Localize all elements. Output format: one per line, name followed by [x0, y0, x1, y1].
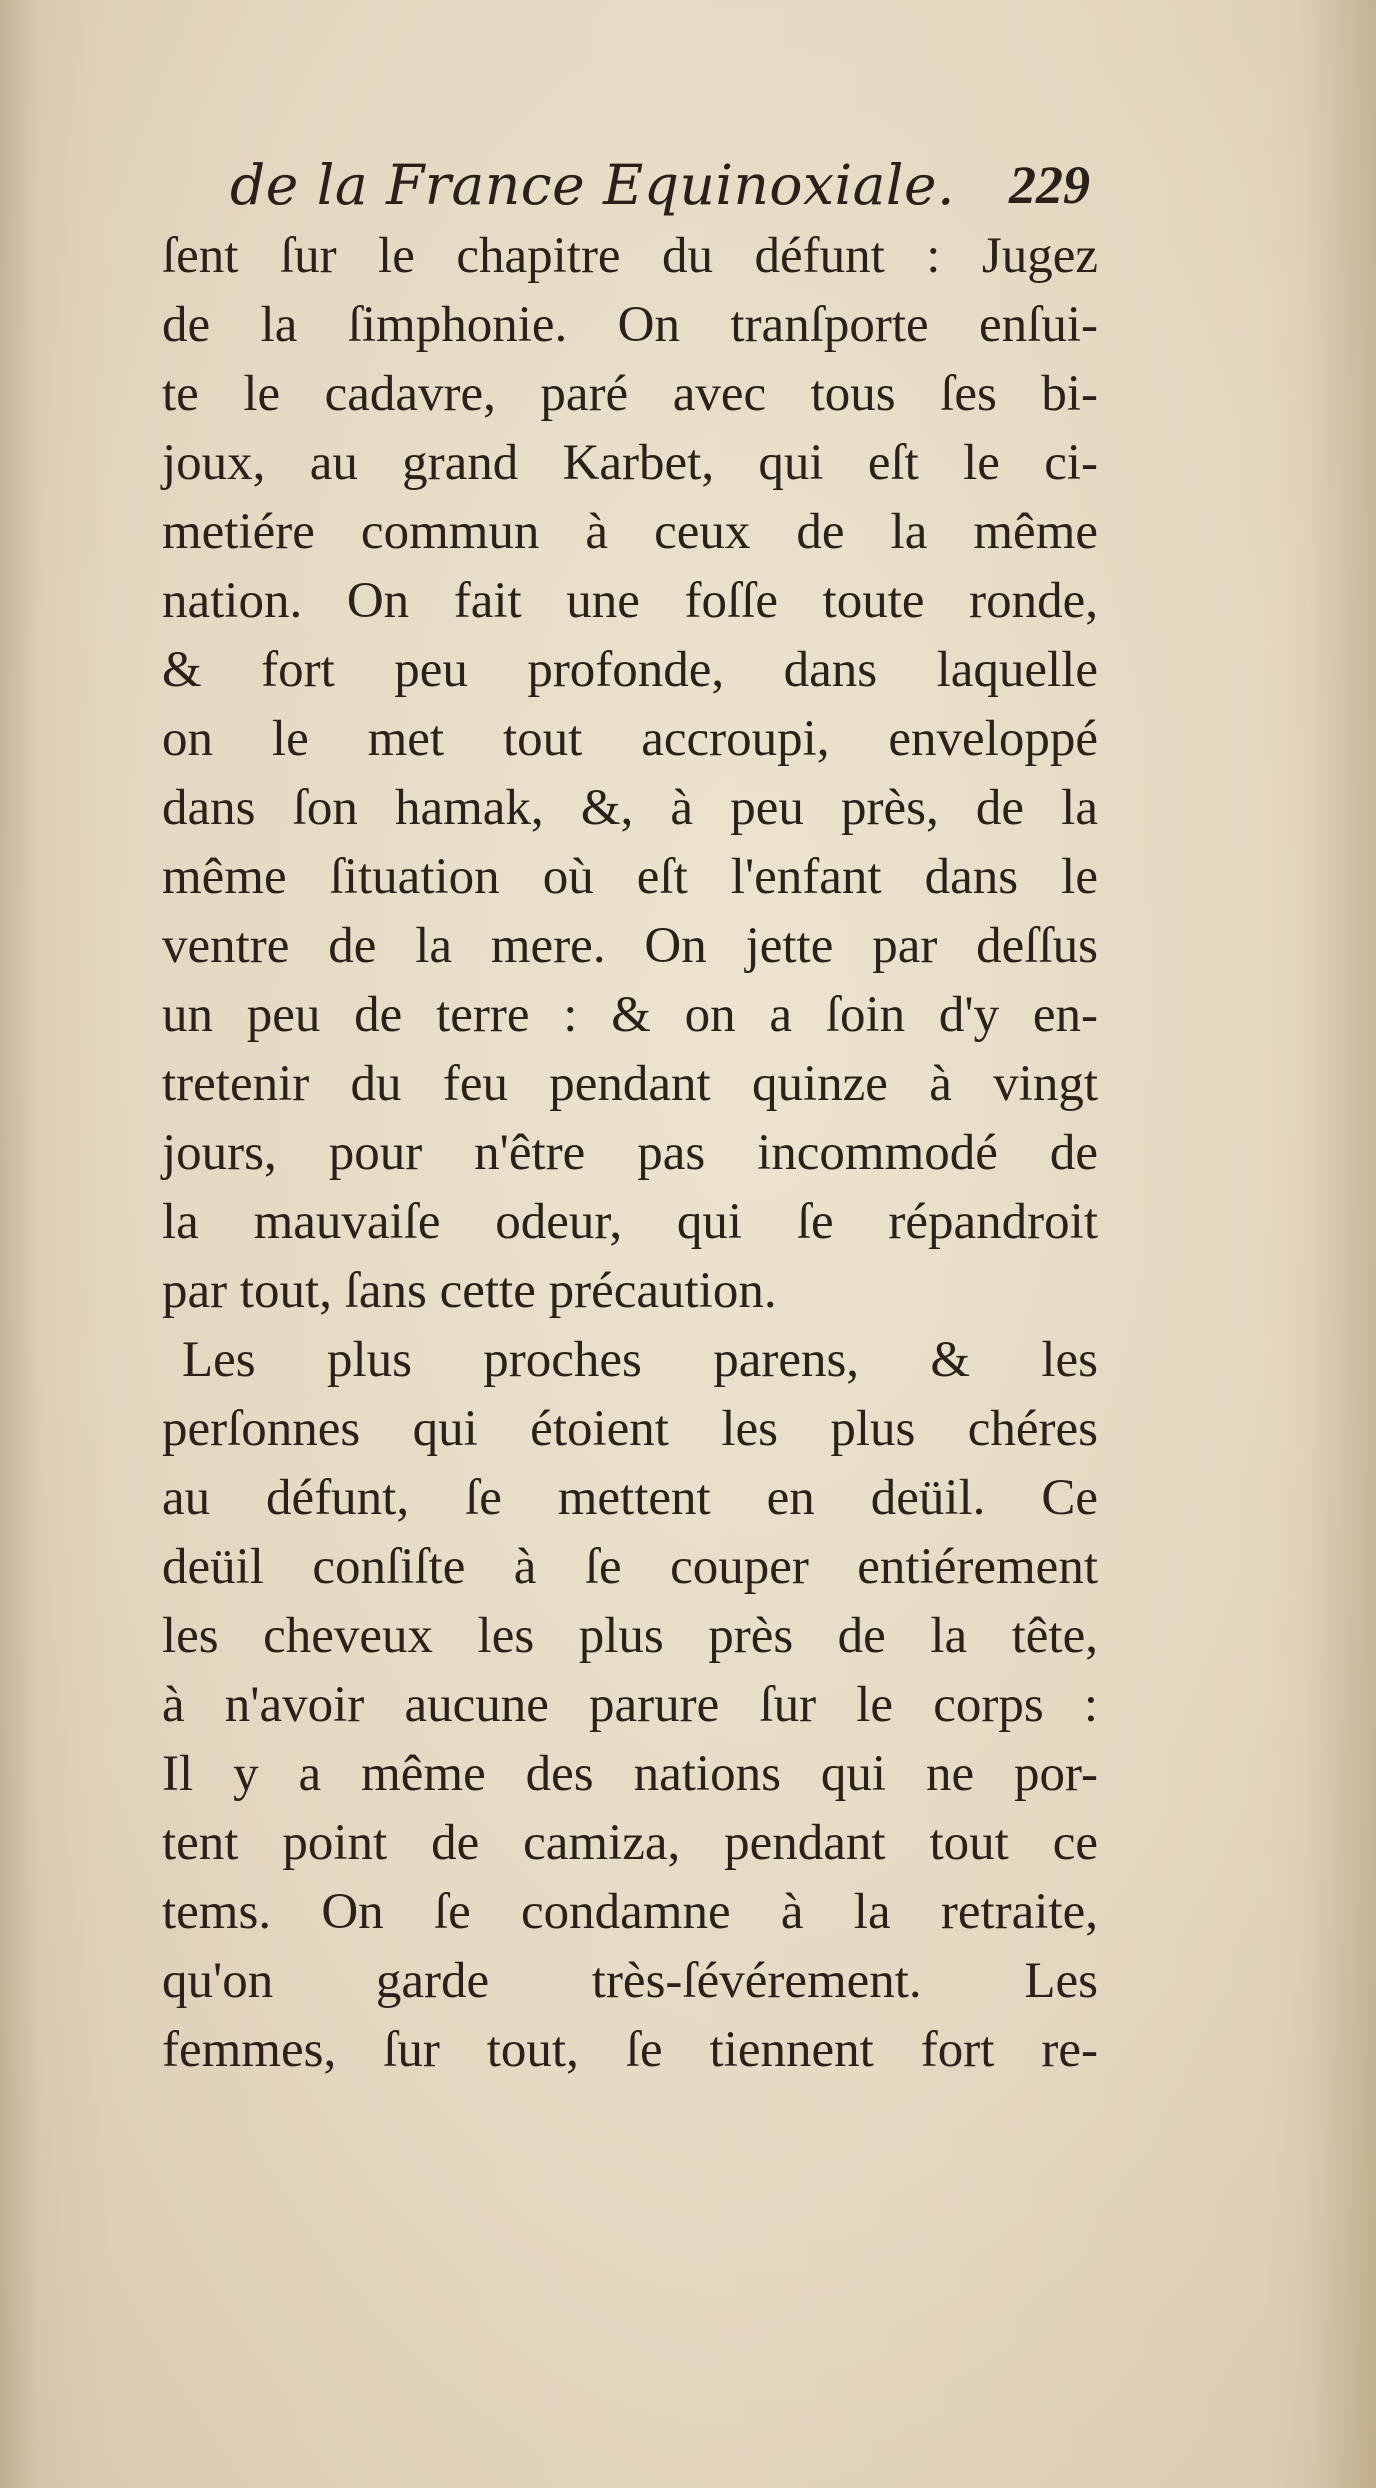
text-line: ſent ſur le chapitre du défunt : Jugez: [162, 228, 1098, 284]
text-line: dans ſon hamak, &, à peu près, de la: [162, 780, 1098, 836]
page-header: [230, 150, 1090, 220]
text-line: tent point de camiza, pendant tout ce: [162, 1815, 1098, 1871]
text-line: qu'on garde très-ſévérement. Les: [162, 1953, 1098, 2009]
text-line: ventre de la mere. On jette par deſſus: [162, 918, 1098, 974]
text-line: deüil conſiſte à ſe couper entiérement: [162, 1539, 1098, 1595]
text-line: on le met tout accroupi, enveloppé: [162, 711, 1098, 767]
text-line: les cheveux les plus près de la tête,: [162, 1608, 1098, 1664]
text-line: metiére commun à ceux de la même: [162, 504, 1098, 560]
text-line: la mauvaiſe odeur, qui ſe répandroit: [162, 1194, 1098, 1250]
text-line: au défunt, ſe mettent en deüil. Ce: [162, 1470, 1098, 1526]
text-line: tretenir du feu pendant quinze à vingt: [162, 1056, 1098, 1112]
page-number: 229: [1009, 155, 1090, 215]
running-title: de la France Equinoxiale.: [230, 153, 956, 217]
text-line: joux, au grand Karbet, qui eſt le ci-: [162, 435, 1098, 491]
text-line: par tout, ſans cette précaution.: [162, 1263, 777, 1319]
text-line: de la ſimphonie. On tranſporte enſui-: [162, 297, 1098, 353]
text-line: perſonnes qui étoient les plus chéres: [162, 1401, 1098, 1457]
text-line: même ſituation où eſt l'enfant dans le: [162, 849, 1098, 905]
text-line: & fort peu profonde, dans laquelle: [162, 642, 1098, 698]
page-left-shadow: [0, 0, 40, 2488]
text-line: tems. On ſe condamne à la retraite,: [162, 1884, 1098, 1940]
text-line: Il y a même des nations qui ne por-: [162, 1746, 1098, 1802]
page-right-shadow: [1306, 0, 1376, 2488]
text-line: te le cadavre, paré avec tous ſes bi-: [162, 366, 1098, 422]
body-text: [162, 222, 1098, 2085]
text-line: jours, pour n'être pas incommodé de: [162, 1125, 1098, 1181]
text-line: un peu de terre : & on a ſoin d'y en-: [162, 987, 1098, 1043]
text-line: femmes, ſur tout, ſe tiennent fort re-: [162, 2022, 1098, 2078]
text-line: à n'avoir aucune parure ſur le corps :: [162, 1677, 1098, 1733]
text-line: Les plus proches parens, & les: [182, 1332, 1098, 1388]
text-line: nation. On fait une foſſe toute ronde,: [162, 573, 1098, 629]
